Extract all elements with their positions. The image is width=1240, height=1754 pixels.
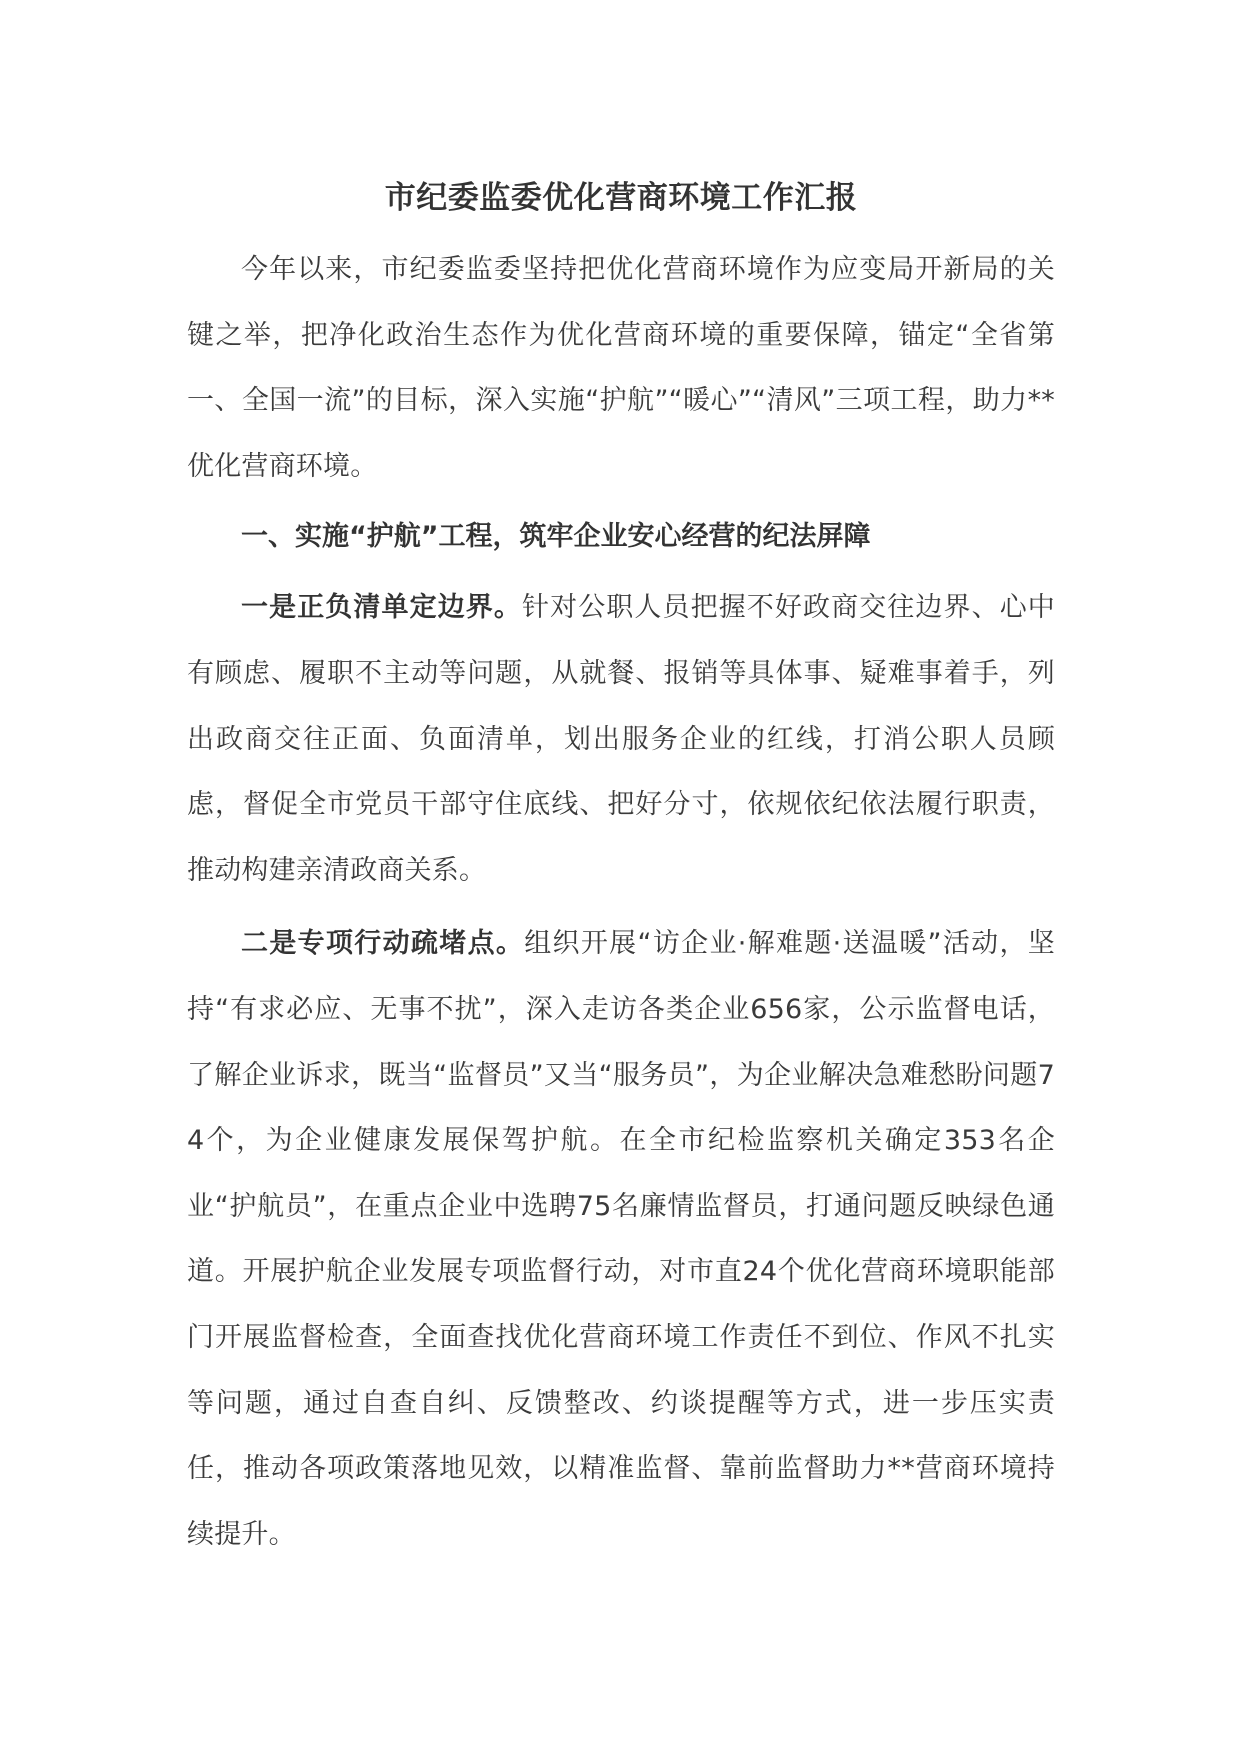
item-text-2: 组织开展“访企业·解难题·送温暖”活动，坚持“有求必应、无事不扰”，深入走访各类企业656家，公示监督电话，了解企业诉求，既当“监督员”又当“服务员”，为企业解决急难愁盼问题74个，为企业健康发展保驾护航。在全市纪检监察机关确定353名企业“护航员”，在重点企业中选聘75名廉情监督员，打通问题反映绿色通道。开展护航企业发展专项监督行动，对市直24个优化营商环境职能部门开展监督检查，全面查找优化营商环境工作责任不到位、作风不扎实等问题，通过自查自纠、反馈整改、约谈提醒等方式，进一步压实责任，推动各项政策落地见效，以精准监督、靠前监督助力**营商环境持续提升。	[187, 928, 1055, 1550]
document-title: 市纪委监委优化营商环境工作汇报	[384, 180, 858, 216]
intro-paragraph: 今年以来，市纪委监委坚持把优化营商环境作为应变局开新局的关键之举，把净化政治生态作为优化营商环境的重要保障，锚定“全省第一、全国一流”的目标，深入实施“护航”“暖心”“清风”三项工程，助力**优化营商环境。	[187, 254, 1055, 482]
item-lead-1: 一是正负清单定边界。	[241, 592, 522, 624]
item-text-1: 针对公职人员把握不好政商交往边界、心中有顾虑、履职不主动等问题，从就餐、报销等具体事、疑难事着手，列出政商交往正面、负面清单，划出服务企业的红线，打消公职人员顾虑，督促全市党员干部守住底线、把好分寸，依规依纪依法履行职责，推动构建亲清政商关系。	[187, 592, 1055, 886]
item-paragraph-2	[187, 911, 1055, 1567]
document-page	[187, 176, 1055, 1575]
item-paragraph-1	[187, 575, 1055, 903]
item-lead-2: 二是专项行动疏堵点。	[241, 928, 525, 960]
section-heading: 一、实施“护航”工程，筑牢企业安心经营的纪法屏障	[241, 521, 871, 553]
